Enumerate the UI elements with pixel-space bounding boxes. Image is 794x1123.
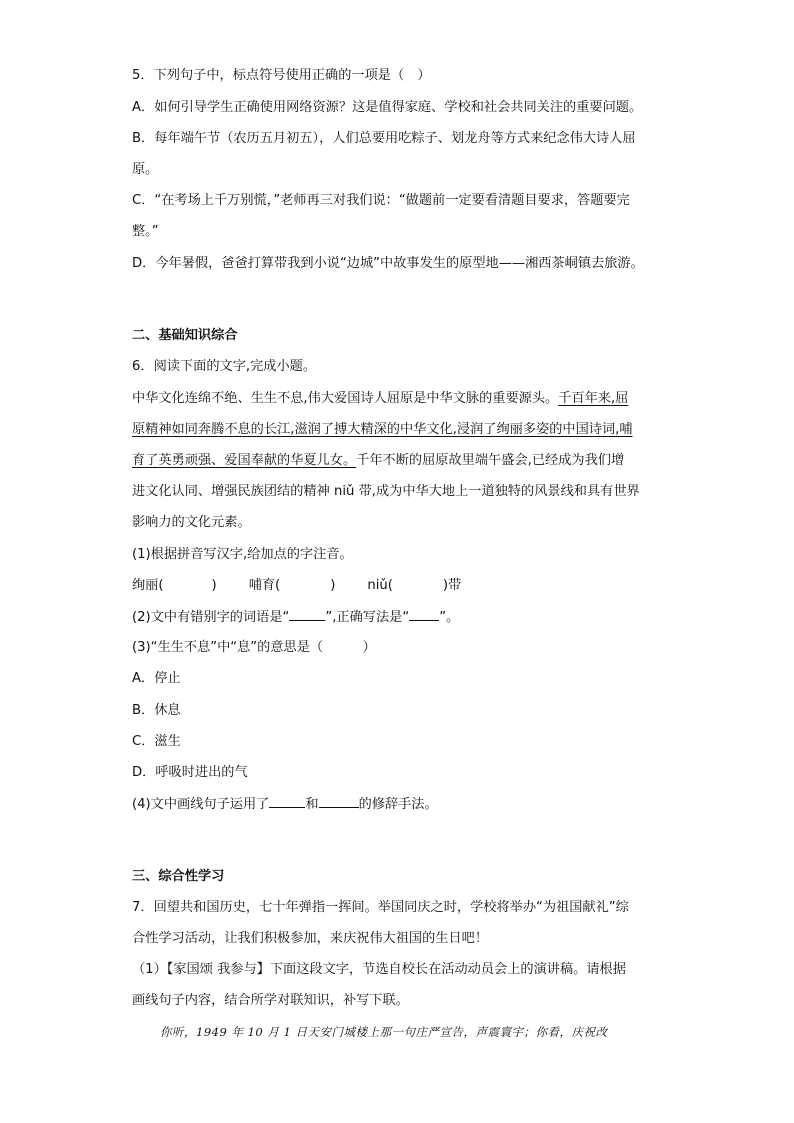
passage-line-5: 影响力的文化元素。 <box>132 515 251 530</box>
q5-option-c-line2: 整。” <box>132 224 159 239</box>
answer-blank[interactable] <box>289 607 325 621</box>
q6-sub2-text: ”。 <box>439 610 460 625</box>
q6-sub4-text: 和 <box>305 797 319 812</box>
q6-stem: 6．阅读下面的文字,完成小题。 <box>132 359 317 374</box>
underlined-sentence: 千百年来,屈 <box>558 391 629 406</box>
passage-text: 千年不断的屈原故里端午盛会,已经成为我们增 <box>356 453 625 468</box>
q6-sub4-text: (4)文中画线句子运用了 <box>132 797 270 812</box>
passage-line-4: 进文化认同、增强民族团结的精神 niǔ 带,成为中华大地上一道独特的风景线和具有世界 <box>132 484 640 499</box>
q5-option-d: D．今年暑假，爸爸打算带我到小说“边城”中故事发生的原型地——湘西茶峒镇去旅游。 <box>132 256 644 271</box>
passage-line-2 <box>132 420 662 440</box>
q7-sub1-line1: （1）【家国颂 我参与】下面这段文字，节选自校长在活动动员会上的演讲稿。请根据 <box>132 962 626 977</box>
hanzi-blank-close: )带 <box>442 578 462 593</box>
q6-sub3: (3)“生生不息”中“息”的意思是（ ） <box>132 640 376 655</box>
passage-line-1 <box>132 389 662 409</box>
q6-option-a: A．停止 <box>132 671 181 686</box>
q6-sub1: (1)根据拼音写汉字,给加点的字注音。 <box>132 547 353 562</box>
q6-sub4-text: 的修辞手法。 <box>358 797 438 812</box>
q6-sub2-text: ”,正确写法是“ <box>325 610 410 625</box>
passage-text: 中华文化连绵不绝、生生不息,伟大爱国诗人屈原是中华文脉的重要源头。 <box>132 391 559 406</box>
pinyin-blank-2-close: ) <box>330 578 336 593</box>
pinyin-blank-1-close: ) <box>211 578 217 593</box>
q7-stem-line2: 合性学习活动，让我们积极参加，来庆祝伟大祖国的生日吧！ <box>132 931 489 946</box>
passage-line-3 <box>132 451 662 471</box>
q6-option-b: B．休息 <box>132 703 181 718</box>
answer-blank[interactable] <box>269 794 305 808</box>
speech-excerpt: 你听，1949 年 10 月 1 日天安门城楼上那一句庄严宣告，声震寰宇；你看，庆祝改 <box>160 1025 608 1039</box>
underlined-sentence: 育了英勇顽强、爱国奉献的华夏儿女。 <box>132 453 357 468</box>
q6-sub1-blanks <box>132 576 662 596</box>
answer-blank[interactable] <box>409 607 439 621</box>
answer-blank[interactable] <box>319 794 359 808</box>
q7-sub1-line2: 画线句子内容，结合所学对联知识，补写下联。 <box>132 993 409 1008</box>
q5-option-b-line2: 原。 <box>132 162 159 177</box>
q5-stem: 5．下列句子中，标点符号使用正确的一项是（ ） <box>132 68 431 83</box>
q6-sub2-text: (2)文中有错别字的词语是“ <box>132 610 290 625</box>
q6-option-c: C．滋生 <box>132 734 181 749</box>
hanzi-blank-label: niǔ( <box>367 578 393 593</box>
q6-option-d: D．呼吸时进出的气 <box>132 765 248 780</box>
section-2-title: 二、基础知识综合 <box>132 328 238 343</box>
pinyin-blank-2-label: 哺育( <box>248 578 281 593</box>
q6-sub2 <box>132 607 662 628</box>
q7-stem-line1: 7．回望共和国历史，七十年弹指一挥间。举国同庆之时，学校将举办“为祖国献礼”综 <box>132 900 629 915</box>
q5-option-c-line1: C．“在考场上千万别慌，”老师再三对我们说：“做题前一定要看清题目要求，答题要完 <box>132 193 630 208</box>
q5-option-b-line1: B．每年端午节（农历五月初五），人们总要用吃粽子、划龙舟等方式来纪念伟大诗人屈 <box>132 131 636 146</box>
section-3-title: 三、综合性学习 <box>132 869 225 884</box>
q5-option-a: A．如何引导学生正确使用网络资源？这是值得家庭、学校和社会共同关注的重要问题。 <box>132 100 643 115</box>
pinyin-blank-1-label: 绚丽( <box>132 578 164 593</box>
underlined-sentence: 原精神如同奔腾不息的长江,滋润了搏大精深的中华文化,浸润了绚丽多姿的中国诗词,哺 <box>132 422 633 437</box>
q6-sub4 <box>132 794 662 815</box>
